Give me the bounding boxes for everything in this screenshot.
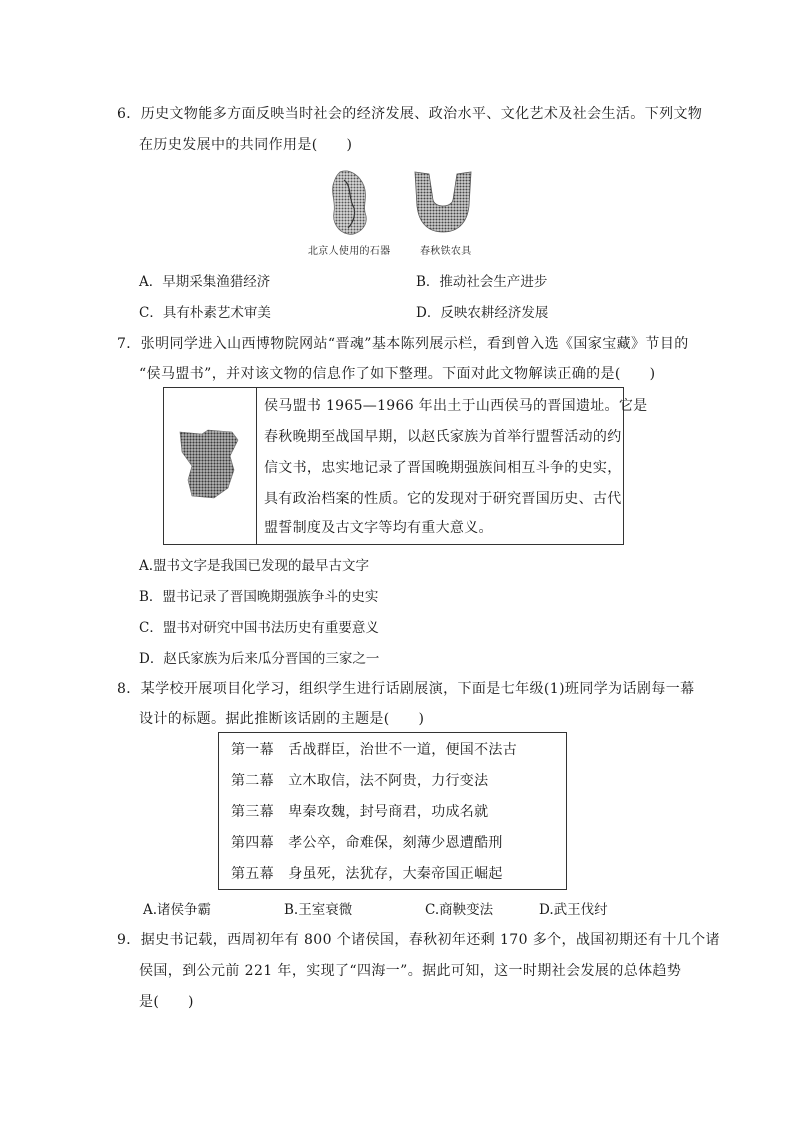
q9-stem-line3: 是( ) [139, 994, 194, 1010]
q7-option-d[interactable]: D．赵氏家族为后来瓜分晋国的三家之一 [139, 651, 380, 667]
q8-option-d[interactable]: D.武王伐纣 [539, 902, 608, 918]
q6-option-b[interactable]: B．推动社会生产进步 [416, 274, 548, 290]
q9-stem-line1: 9．据史书记载，西周初年有 800 个诸侯国，春秋初年还剩 170 多个，战国初期还有十几个诸 [117, 932, 720, 948]
q6-stem-line1: 6．历史文物能多方面反映当时社会的经济发展、政治水平、文化艺术及社会生活。下列文物 [117, 106, 703, 122]
q7-box-line-3: 信文书，忠实地记录了晋国晚期强族间相互斗争的史实， [264, 460, 622, 476]
q7-box-line-2: 春秋晚期至战国早期，以赵氏家族为首举行盟誓活动的约 [264, 429, 622, 445]
q7-option-a[interactable]: A.盟书文字是我国已发现的最早古文字 [139, 558, 370, 574]
q7-stem-line2: “侯马盟书”，并对该文物的信息作了如下整理。下面对此文物解读正确的是( ) [139, 366, 656, 382]
q7-box-line-1: 侯马盟书 1965—1966 年出土于山西侯马的晋国遗址。它是 [264, 398, 648, 414]
q8-option-a[interactable]: A.诸侯争霸 [143, 902, 212, 918]
q7-box-line-5: 盟誓制度及古文字等均有重大意义。 [264, 520, 493, 536]
q7-option-c[interactable]: C．盟书对研究中国书法历史有重要意义 [139, 620, 379, 636]
q9-stem-line2: 侯国，到公元前 221 年，实现了“四海一”。据此可知，这一时期社会发展的总体趋势 [139, 963, 682, 979]
act-5: 第五幕 身虽死，法犹存，大秦帝国正崛起 [231, 866, 503, 882]
caption-stone-tool: 北京人使用的石器 [308, 246, 391, 257]
q8-stem-line1: 8．某学校开展项目化学习，组织学生进行话剧展演，下面是七年级(1)班同学为话剧每一幕 [117, 681, 695, 697]
q8-option-c[interactable]: C.商鞅变法 [425, 902, 494, 918]
q8-option-b[interactable]: B.王室衰微 [284, 902, 353, 918]
q6-option-a[interactable]: A．早期采集渔猎经济 [139, 274, 271, 290]
q7-box-line-4: 具有政治档案的性质。它的发现对于研究晋国历史、古代 [264, 491, 622, 507]
q7-option-b[interactable]: B．盟书记录了晋国晚期强族争斗的史实 [139, 589, 379, 605]
caption-iron-tool: 春秋铁农具 [420, 246, 472, 257]
stone-tool-image [326, 168, 372, 240]
q6-option-d[interactable]: D．反映农耕经济发展 [416, 305, 549, 321]
act-3: 第三幕 卑秦攻魏，封号商君，功成名就 [231, 804, 489, 820]
q7-info-table [163, 387, 648, 545]
act-1: 第一幕 舌战群臣，治世不一道，便国不法古 [231, 742, 517, 758]
q8-stem-line2: 设计的标题。据此推断该话剧的主题是( ) [139, 711, 425, 727]
table-divider [256, 388, 257, 544]
q7-stem-line1: 7．张明同学进入山西博物院网站“晋魂”基本陈列展示栏，看到曾入选《国家宝藏》节目的 [117, 336, 689, 352]
houma-covenant-tablet-image [174, 426, 246, 502]
q6-option-c[interactable]: C．具有朴素艺术审美 [139, 305, 271, 321]
q8-acts-table [218, 732, 567, 890]
act-2: 第二幕 立木取信，法不阿贵，力行变法 [231, 773, 489, 789]
act-4: 第四幕 孝公卒，命难保，刻薄少恩遭酷刑 [231, 835, 503, 851]
iron-farm-tool-image [411, 170, 475, 236]
q6-stem-line2: 在历史发展中的共同作用是( ) [139, 137, 353, 153]
